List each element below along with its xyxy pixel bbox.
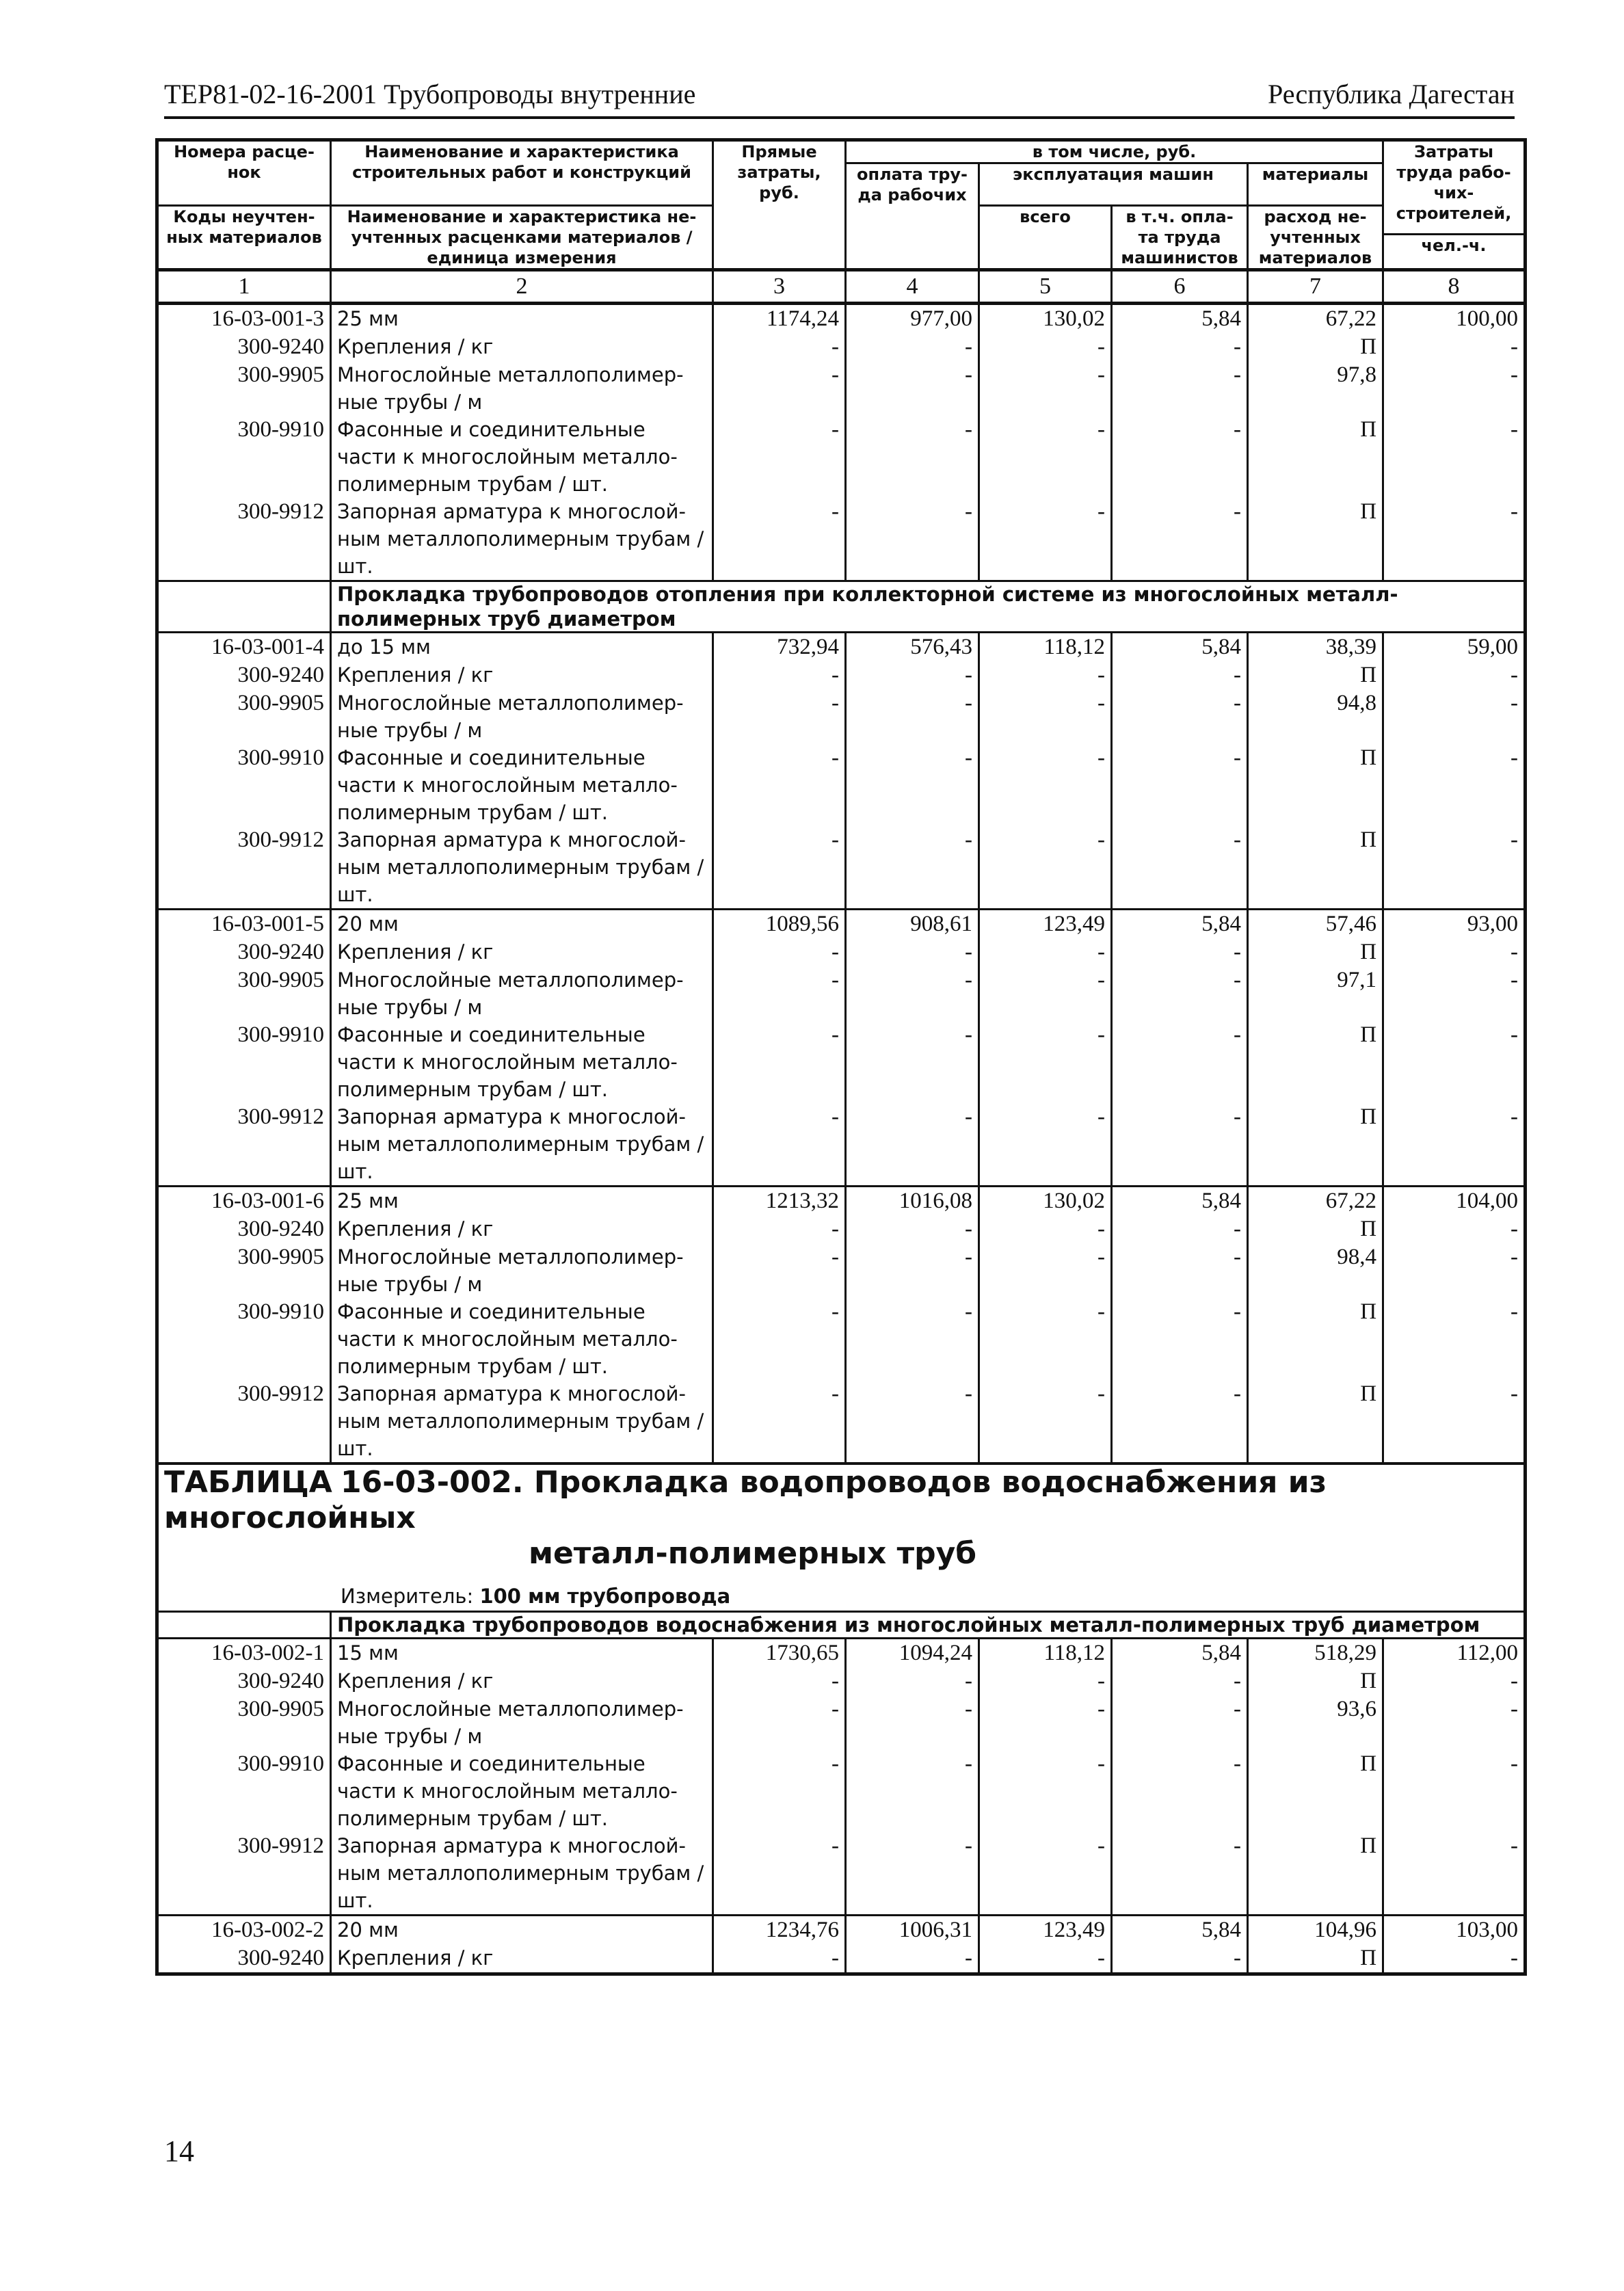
empty-value-dash: -: [1112, 744, 1248, 826]
empty-value-dash: -: [1112, 1380, 1248, 1464]
material-name: Запорная арматура к многослой-ным металлополимерным трубам / шт.: [331, 498, 713, 581]
material-code: 300-9910: [157, 1298, 331, 1380]
section-heading-row: [157, 581, 1526, 632]
material-row: [157, 966, 1526, 1021]
header-region: Республика Дагестан: [1268, 79, 1515, 109]
material-name: Фасонные и соединительные части к многослойным металло-полимерным трубам / шт.: [331, 1021, 713, 1103]
material-code: 300-9912: [157, 1103, 331, 1187]
operator-pay-value: 5,84: [1112, 1915, 1248, 1944]
material-name: Фасонные и соединительные части к многослойным металло-полимерным трубам / шт.: [331, 1750, 713, 1832]
empty-value-dash: -: [713, 1380, 846, 1464]
section-blank: [157, 581, 331, 632]
material-name: Фасонные и соединительные части к многослойным металло-полимерным трубам / шт.: [331, 1298, 713, 1380]
material-code: 300-9910: [157, 744, 331, 826]
section-heading-row: [157, 1611, 1526, 1638]
material-name: Многослойные металлополимер-ные трубы / м: [331, 1695, 713, 1750]
empty-value-dash: -: [1383, 1103, 1526, 1187]
material-name: Запорная арматура к многослой-ным металлополимерным трубам / шт.: [331, 1832, 713, 1916]
empty-value-dash: -: [713, 1667, 846, 1695]
rates-table: [155, 138, 1527, 1976]
rate-row: [157, 1915, 1526, 1944]
labor-hours-value: 59,00: [1383, 632, 1526, 661]
material-name: Запорная арматура к многослой-ным металлополимерным трубам / шт.: [331, 1103, 713, 1187]
material-code: 300-9910: [157, 416, 331, 498]
material-name: Многослойные металлополимер-ные трубы / м: [331, 966, 713, 1021]
worker-pay-value: 1094,24: [846, 1638, 979, 1667]
material-quantity: 97,8: [1248, 361, 1383, 416]
material-code: 300-9912: [157, 1380, 331, 1464]
operator-pay-value: 5,84: [1112, 1638, 1248, 1667]
empty-value-dash: -: [1112, 1243, 1248, 1298]
section-blank: [157, 1611, 331, 1638]
machines-total-value: 130,02: [979, 1186, 1112, 1215]
empty-value-dash: -: [1383, 826, 1526, 910]
empty-value-dash: -: [979, 1944, 1112, 1974]
empty-value-dash: -: [713, 416, 846, 498]
empty-value-dash: -: [846, 1021, 979, 1103]
empty-value-dash: -: [1112, 966, 1248, 1021]
empty-value-dash: -: [846, 333, 979, 361]
empty-value-dash: -: [979, 1380, 1112, 1464]
empty-value-dash: -: [1112, 689, 1248, 744]
material-row: [157, 1750, 1526, 1832]
unpriced-material-mark: П: [1248, 661, 1383, 689]
materials-value: 67,22: [1248, 303, 1383, 333]
empty-value-dash: -: [1383, 1944, 1526, 1974]
labor-hours-value: 100,00: [1383, 303, 1526, 333]
empty-value-dash: -: [713, 826, 846, 910]
direct-costs-value: 1089,56: [713, 909, 846, 938]
empty-value-dash: -: [846, 1380, 979, 1464]
material-quantity: 97,1: [1248, 966, 1383, 1021]
rate-row: [157, 303, 1526, 333]
unpriced-material-mark: П: [1248, 1667, 1383, 1695]
empty-value-dash: -: [979, 416, 1112, 498]
empty-value-dash: -: [979, 1215, 1112, 1243]
empty-value-dash: -: [1112, 1215, 1248, 1243]
empty-value-dash: -: [846, 826, 979, 910]
materials-value: 57,46: [1248, 909, 1383, 938]
material-row: [157, 1298, 1526, 1380]
empty-value-dash: -: [846, 1750, 979, 1832]
empty-value-dash: -: [713, 1215, 846, 1243]
empty-value-dash: -: [979, 689, 1112, 744]
material-code: 300-9905: [157, 689, 331, 744]
unpriced-material-mark: П: [1248, 1380, 1383, 1464]
material-row: [157, 826, 1526, 910]
empty-value-dash: -: [979, 938, 1112, 966]
empty-value-dash: -: [846, 1215, 979, 1243]
empty-value-dash: -: [1383, 1750, 1526, 1832]
empty-value-dash: -: [846, 1695, 979, 1750]
col-head-labor-unit: чел.-ч.: [1383, 235, 1526, 269]
rate-diameter: до 15 мм: [331, 632, 713, 661]
empty-value-dash: -: [713, 361, 846, 416]
rate-row: [157, 1638, 1526, 1667]
empty-value-dash: -: [713, 938, 846, 966]
empty-value-dash: -: [846, 938, 979, 966]
unpriced-material-mark: П: [1248, 1103, 1383, 1187]
worker-pay-value: 977,00: [846, 303, 979, 333]
rate-diameter: 20 мм: [331, 909, 713, 938]
empty-value-dash: -: [979, 1667, 1112, 1695]
materials-value: 38,39: [1248, 632, 1383, 661]
empty-value-dash: -: [1112, 361, 1248, 416]
rate-diameter: 25 мм: [331, 1186, 713, 1215]
empty-value-dash: -: [1112, 1750, 1248, 1832]
empty-value-dash: -: [713, 1021, 846, 1103]
material-row: [157, 416, 1526, 498]
empty-value-dash: -: [713, 689, 846, 744]
material-code: 300-9905: [157, 1695, 331, 1750]
empty-value-dash: -: [713, 1695, 846, 1750]
material-code: 300-9912: [157, 1832, 331, 1916]
empty-value-dash: -: [1112, 1021, 1248, 1103]
rate-code: 16-03-001-5: [157, 909, 331, 938]
empty-value-dash: -: [846, 661, 979, 689]
unpriced-material-mark: П: [1248, 416, 1383, 498]
material-code: 300-9240: [157, 661, 331, 689]
empty-value-dash: -: [1383, 966, 1526, 1021]
empty-value-dash: -: [1112, 1298, 1248, 1380]
empty-value-dash: -: [979, 966, 1112, 1021]
operator-pay-value: 5,84: [1112, 303, 1248, 333]
empty-value-dash: -: [1383, 361, 1526, 416]
material-row: [157, 1021, 1526, 1103]
rate-code: 16-03-001-4: [157, 632, 331, 661]
materials-value: 67,22: [1248, 1186, 1383, 1215]
rate-code: 16-03-001-6: [157, 1186, 331, 1215]
direct-costs-value: 1234,76: [713, 1915, 846, 1944]
empty-value-dash: -: [979, 744, 1112, 826]
col-head-rate-number: Номера расце-нок: [157, 140, 331, 206]
rate-diameter: 25 мм: [331, 303, 713, 333]
worker-pay-value: 908,61: [846, 909, 979, 938]
direct-costs-value: 732,94: [713, 632, 846, 661]
empty-value-dash: -: [713, 744, 846, 826]
material-name: Многослойные металлополимер-ные трубы / м: [331, 689, 713, 744]
empty-value-dash: -: [1383, 744, 1526, 826]
unpriced-material-mark: П: [1248, 938, 1383, 966]
empty-value-dash: -: [1112, 498, 1248, 581]
empty-value-dash: -: [713, 1832, 846, 1916]
page-number: 14: [164, 2134, 194, 2168]
section-title: Прокладка трубопроводов отопления при коллекторной системе из многослойных металл-полимерных труб диаметром: [331, 581, 1526, 632]
empty-value-dash: -: [979, 661, 1112, 689]
rate-diameter: 15 мм: [331, 1638, 713, 1667]
worker-pay-value: 1016,08: [846, 1186, 979, 1215]
measure-value: 100 мм трубопровода: [479, 1584, 731, 1608]
unpriced-material-mark: П: [1248, 1021, 1383, 1103]
material-row: [157, 744, 1526, 826]
operator-pay-value: 5,84: [1112, 909, 1248, 938]
empty-value-dash: -: [1112, 1695, 1248, 1750]
material-name: Фасонные и соединительные части к многослойным металло-полимерным трубам / шт.: [331, 744, 713, 826]
empty-value-dash: -: [713, 661, 846, 689]
table-title-line1: 16-03-002. Прокладка водопроводов водоснабжения из многослойных: [164, 1464, 1327, 1535]
material-name: Крепления / кг: [331, 1215, 713, 1243]
material-name: Крепления / кг: [331, 333, 713, 361]
column-number: 6: [1112, 269, 1248, 303]
column-number: 2: [331, 269, 713, 303]
material-quantity: 94,8: [1248, 689, 1383, 744]
unpriced-material-mark: П: [1248, 1298, 1383, 1380]
material-row: [157, 689, 1526, 744]
material-name: Многослойные металлополимер-ные трубы / м: [331, 361, 713, 416]
table-label: ТАБЛИЦА: [164, 1464, 332, 1500]
material-name: Запорная арматура к многослой-ным металлополимерным трубам / шт.: [331, 1380, 713, 1464]
labor-hours-value: 104,00: [1383, 1186, 1526, 1215]
machines-total-value: 118,12: [979, 1638, 1112, 1667]
empty-value-dash: -: [846, 1832, 979, 1916]
empty-value-dash: -: [979, 1832, 1112, 1916]
material-code: 300-9912: [157, 826, 331, 910]
column-number: 5: [979, 269, 1112, 303]
empty-value-dash: -: [713, 966, 846, 1021]
material-row: [157, 661, 1526, 689]
material-quantity: 93,6: [1248, 1695, 1383, 1750]
empty-value-dash: -: [846, 1243, 979, 1298]
measure-label: Измеритель:: [341, 1584, 474, 1608]
empty-value-dash: -: [1112, 938, 1248, 966]
empty-value-dash: -: [979, 498, 1112, 581]
empty-value-dash: -: [979, 1021, 1112, 1103]
labor-hours-value: 103,00: [1383, 1915, 1526, 1944]
material-row: [157, 333, 1526, 361]
column-number: 1: [157, 269, 331, 303]
material-row: [157, 1243, 1526, 1298]
direct-costs-value: 1213,32: [713, 1186, 846, 1215]
materials-value: 104,96: [1248, 1915, 1383, 1944]
material-name: Запорная арматура к многослой-ным металлополимерным трубам / шт.: [331, 826, 713, 910]
machines-total-value: 123,49: [979, 909, 1112, 938]
empty-value-dash: -: [1383, 333, 1526, 361]
direct-costs-value: 1730,65: [713, 1638, 846, 1667]
unpriced-material-mark: П: [1248, 498, 1383, 581]
empty-value-dash: -: [979, 1103, 1112, 1187]
empty-value-dash: -: [1383, 938, 1526, 966]
material-row: [157, 1667, 1526, 1695]
material-name: Крепления / кг: [331, 661, 713, 689]
material-row: [157, 1380, 1526, 1464]
empty-value-dash: -: [713, 1103, 846, 1187]
material-code: 300-9905: [157, 966, 331, 1021]
empty-value-dash: -: [846, 361, 979, 416]
col-head-including: в том числе, руб.: [846, 140, 1383, 163]
unpriced-material-mark: П: [1248, 1215, 1383, 1243]
empty-value-dash: -: [1112, 826, 1248, 910]
machines-total-value: 123,49: [979, 1915, 1112, 1944]
col-head-machines: эксплуатация машин: [979, 163, 1248, 206]
column-number: 4: [846, 269, 979, 303]
empty-value-dash: -: [846, 1103, 979, 1187]
labor-hours-value: 112,00: [1383, 1638, 1526, 1667]
empty-value-dash: -: [713, 1243, 846, 1298]
col-head-operator-pay: в т.ч. опла-та труда машинистов: [1112, 205, 1248, 269]
empty-value-dash: -: [1383, 416, 1526, 498]
machines-total-value: 130,02: [979, 303, 1112, 333]
unpriced-material-mark: П: [1248, 1944, 1383, 1974]
empty-value-dash: -: [1383, 1021, 1526, 1103]
material-code: 300-9910: [157, 1750, 331, 1832]
empty-value-dash: -: [1383, 661, 1526, 689]
col-head-material-use: расход не-учтенных материалов: [1248, 205, 1383, 269]
material-code: 300-9912: [157, 498, 331, 581]
empty-value-dash: -: [713, 1298, 846, 1380]
col-head-material-name: Наименование и характеристика не-учтенных расценками материалов / единица измерения: [331, 205, 713, 269]
empty-value-dash: -: [1112, 416, 1248, 498]
col-head-worker-pay: оплата тру-да рабочих: [846, 163, 979, 270]
table-title-row: [157, 1464, 1526, 1612]
empty-value-dash: -: [1383, 689, 1526, 744]
col-head-machines-total: всего: [979, 205, 1112, 269]
empty-value-dash: -: [846, 1298, 979, 1380]
rate-row: [157, 1186, 1526, 1215]
material-row: [157, 1103, 1526, 1187]
empty-value-dash: -: [1383, 1243, 1526, 1298]
material-row: [157, 938, 1526, 966]
col-head-materials: материалы: [1248, 163, 1383, 206]
empty-value-dash: -: [713, 1750, 846, 1832]
empty-value-dash: -: [713, 1944, 846, 1974]
empty-value-dash: -: [846, 689, 979, 744]
empty-value-dash: -: [846, 966, 979, 1021]
material-code: 300-9240: [157, 1667, 331, 1695]
empty-value-dash: -: [846, 744, 979, 826]
material-name: Крепления / кг: [331, 1667, 713, 1695]
rate-diameter: 20 мм: [331, 1915, 713, 1944]
empty-value-dash: -: [1383, 1667, 1526, 1695]
empty-value-dash: -: [713, 498, 846, 581]
empty-value-dash: -: [979, 826, 1112, 910]
material-row: [157, 1695, 1526, 1750]
rate-row: [157, 632, 1526, 661]
running-header: [164, 70, 1515, 119]
empty-value-dash: -: [1112, 1832, 1248, 1916]
unpriced-material-mark: П: [1248, 1832, 1383, 1916]
empty-value-dash: -: [979, 1750, 1112, 1832]
empty-value-dash: -: [1112, 1667, 1248, 1695]
material-row: [157, 1944, 1526, 1974]
empty-value-dash: -: [1383, 498, 1526, 581]
empty-value-dash: -: [1112, 1944, 1248, 1974]
unpriced-material-mark: П: [1248, 333, 1383, 361]
empty-value-dash: -: [979, 361, 1112, 416]
material-code: 300-9905: [157, 361, 331, 416]
material-name: Многослойные металлополимер-ные трубы / м: [331, 1243, 713, 1298]
header-title: ТЕР81-02-16-2001 Трубопроводы внутренние: [164, 79, 696, 109]
empty-value-dash: -: [846, 498, 979, 581]
empty-value-dash: -: [1383, 1832, 1526, 1916]
material-quantity: 98,4: [1248, 1243, 1383, 1298]
material-code: 300-9240: [157, 1215, 331, 1243]
direct-costs-value: 1174,24: [713, 303, 846, 333]
unpriced-material-mark: П: [1248, 744, 1383, 826]
col-head-labor-hours: Затраты труда рабо-чих-строителей,: [1383, 140, 1526, 235]
machines-total-value: 118,12: [979, 632, 1112, 661]
col-head-material-code: Коды неучтен-ных материалов: [157, 205, 331, 269]
column-number: 3: [713, 269, 846, 303]
empty-value-dash: -: [979, 1298, 1112, 1380]
material-name: Крепления / кг: [331, 938, 713, 966]
material-code: 300-9240: [157, 938, 331, 966]
empty-value-dash: -: [1112, 333, 1248, 361]
material-name: Фасонные и соединительные части к многослойным металло-полимерным трубам / шт.: [331, 416, 713, 498]
empty-value-dash: -: [979, 1243, 1112, 1298]
table-title-line2: металл-полимерных труб: [529, 1535, 976, 1571]
material-row: [157, 498, 1526, 581]
column-number-row: [157, 269, 1526, 303]
empty-value-dash: -: [846, 1944, 979, 1974]
empty-value-dash: -: [846, 1667, 979, 1695]
material-code: 300-9910: [157, 1021, 331, 1103]
materials-value: 518,29: [1248, 1638, 1383, 1667]
operator-pay-value: 5,84: [1112, 1186, 1248, 1215]
material-code: 300-9240: [157, 333, 331, 361]
empty-value-dash: -: [1383, 1380, 1526, 1464]
column-number: 8: [1383, 269, 1526, 303]
material-row: [157, 1832, 1526, 1916]
empty-value-dash: -: [1112, 1103, 1248, 1187]
material-row: [157, 1215, 1526, 1243]
worker-pay-value: 576,43: [846, 632, 979, 661]
material-row: [157, 361, 1526, 416]
col-head-direct-costs: Прямые затраты, руб.: [713, 140, 846, 270]
rate-row: [157, 909, 1526, 938]
column-number: 7: [1248, 269, 1383, 303]
empty-value-dash: -: [846, 416, 979, 498]
table-title-cell: [157, 1464, 1526, 1612]
empty-value-dash: -: [979, 333, 1112, 361]
operator-pay-value: 5,84: [1112, 632, 1248, 661]
rate-code: 16-03-002-2: [157, 1915, 331, 1944]
empty-value-dash: -: [979, 1695, 1112, 1750]
section-title: Прокладка трубопроводов водоснабжения из многослойных металл-полимерных труб диаметром: [331, 1611, 1526, 1638]
material-name: Крепления / кг: [331, 1944, 713, 1974]
rate-code: 16-03-001-3: [157, 303, 331, 333]
empty-value-dash: -: [1383, 1215, 1526, 1243]
unpriced-material-mark: П: [1248, 826, 1383, 910]
material-code: 300-9240: [157, 1944, 331, 1974]
empty-value-dash: -: [1112, 661, 1248, 689]
rate-code: 16-03-002-1: [157, 1638, 331, 1667]
col-head-work-name: Наименование и характеристика строительных работ и конструкций: [331, 140, 713, 206]
empty-value-dash: -: [1383, 1298, 1526, 1380]
empty-value-dash: -: [1383, 1695, 1526, 1750]
material-code: 300-9905: [157, 1243, 331, 1298]
empty-value-dash: -: [713, 333, 846, 361]
unpriced-material-mark: П: [1248, 1750, 1383, 1832]
labor-hours-value: 93,00: [1383, 909, 1526, 938]
worker-pay-value: 1006,31: [846, 1915, 979, 1944]
measure-unit: [164, 1582, 1518, 1611]
